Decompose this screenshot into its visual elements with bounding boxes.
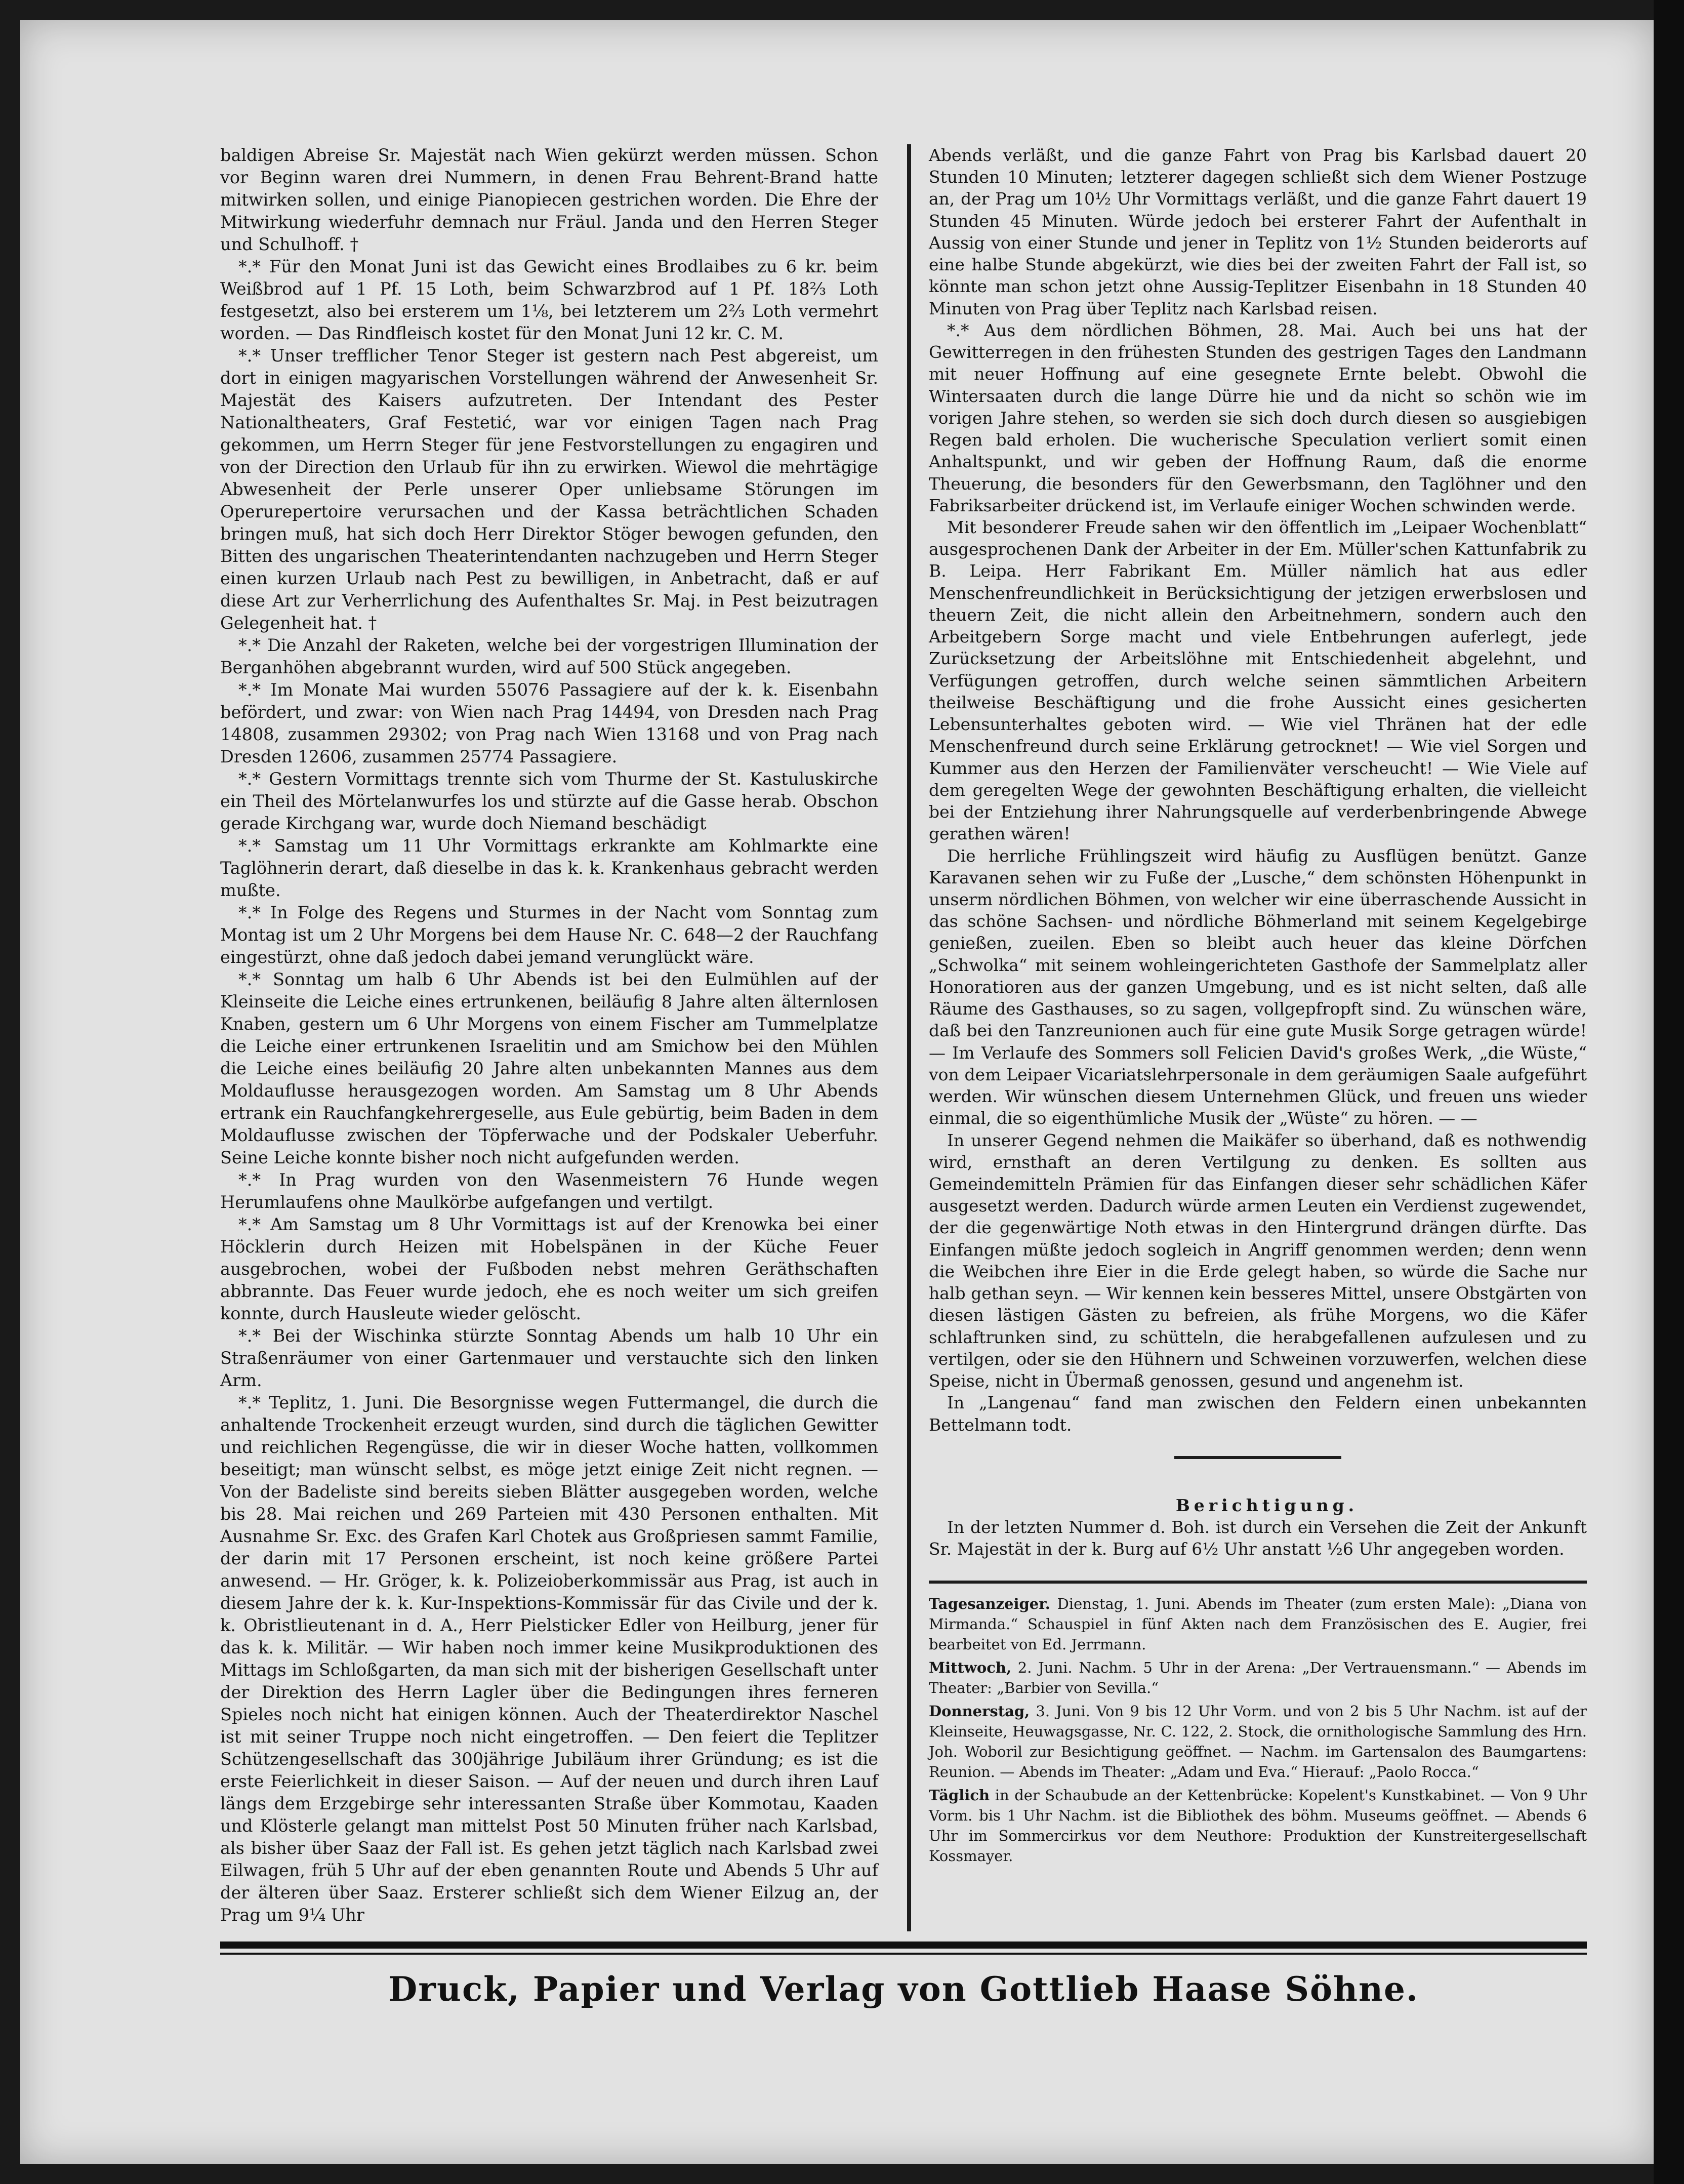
tagesanzeiger-text: 2. Juni. Nachm. 5 Uhr in der Arena: „Der Vertrauensmann.“ — Abends im Theater: „Barbier von Sevilla.“: [929, 1659, 1587, 1696]
tagesanzeiger-text: Dienstag, 1. Juni. Abends im Theater (zum ersten Male): „Diana von Mirmanda.“ Schauspiel in fünf Akten nach dem Französischen des E. Augier, frei bearbeitet von Ed. Jerrmann.: [929, 1595, 1587, 1653]
tagesanzeiger-label: Tagesanzeiger.: [929, 1595, 1050, 1612]
left-column: [220, 144, 878, 1926]
tagesanzeiger-entry: [929, 1657, 1587, 1698]
article-paragraph: *.* Teplitz, 1. Juni. Die Besorgnisse wegen Futtermangel, die durch die anhaltende Trockenheit erzeugt wurden, sind durch die täglichen Gewitter und reichlichen Regengüsse, die wir in dieser Woche hatten, vollkommen beseitigt; man wünscht selbst, es möge jetzt einige Zeit nicht regnen. — Von der Badeliste sind bereits sieben Blätter ausgegeben worden, welche bis 28. Mai reichen und 269 Parteien mit 430 Personen enthalten. Mit Ausnahme Sr. Exc. des Grafen Karl Chotek aus Großpriesen sammt Familie, der darin mit 17 Personen erscheint, ist noch keine größere Partei anwesend. — Hr. Gröger, k. k. Polizeioberkommissär aus Prag, ist auch in diesem Jahre der k. k. Kur-Inspektions-Kommissär für das Civile und der k. k. Obristlieutenant in d. A., Herr Pielsticker Edler von Heilburg, jener für das k. k. Militär. — Wir haben noch immer keine Musikproduktionen des Mittags im Schloßgarten, da man sich mit der bisherigen Gesellschaft unter der Direktion des Herrn Lagler über die Bedingungen ihres ferneren Spieles noch nicht hat einigen können. Auch der Theaterdirektor Naschel ist mit seiner Truppe noch nicht eingetroffen. — Den feiert die Teplitzer Schützengesellschaft das 300jährige Jubiläum ihrer Gründung; es ist die erste Feierlichkeit in dieser Saison. — Auf der neuen und durch ihren Lauf längs dem Erzgebirge sehr interessanten Straße über Kommotau, Kaaden und Klösterle gelangt man mittelst Post 50 Minuten früher nach Karlsbad, als bisher über Saaz der Fall ist. Es gehen jetzt täglich nach Karlsbad zwei Eilwagen, früh 5 Uhr auf der eben genannten Route und Abends 5 Uhr auf der älteren über Saaz. Ersterer schließt sich dem Wiener Eilzug an, der Prag um 9¼ Uhr: [220, 1393, 878, 1925]
article-paragraph: *.* In Prag wurden von den Wasenmeistern 76 Hunde wegen Herumlaufens ohne Maulkörbe aufgefangen und vertilgt.: [220, 1170, 878, 1212]
right-column: [929, 144, 1587, 1869]
tagesanzeiger-text: 3. Juni. Von 9 bis 12 Uhr Vorm. und von 2 bis 5 Uhr Nachm. ist auf der Kleinseite, Heuwagsgasse, Nr. C. 122, 2. Stock, die ornithologische Sammlung des Hrn. Joh. Woboril zur Besichtigung geöffnet. — Nachm. im Gartensalon des Baumgartens: Reunion. — Abends im Theater: „Adam und Eva.“ Hierauf: „Paolo Rocca.“: [929, 1702, 1587, 1781]
berichtigung-text: In der letzten Nummer d. Boh. ist durch ein Versehen die Zeit der Ankunft Sr. Majestät in der k. Burg auf 6½ Uhr anstatt ½6 Uhr angegeben worden.: [929, 1517, 1587, 1559]
article-paragraph: *.* Samstag um 11 Uhr Vormittags erkrankte am Kohlmarkte eine Taglöhnerin derart, daß dieselbe in das k. k. Krankenhaus gebracht werden mußte.: [220, 836, 878, 900]
article-paragraph: In „Langenau“ fand man zwischen den Feldern einen unbekannten Bettelmann todt.: [929, 1393, 1587, 1435]
footer-rule-thin: [220, 1953, 1587, 1955]
tagesanzeiger-entry: [929, 1594, 1587, 1654]
tagesanzeiger-text: in der Schaubude an der Kettenbrücke: Kopelent's Kunstkabinet. — Von 9 Uhr Vorm. bis 1 Uhr Nachm. ist die Bibliothek des böhm. Museums geöffnet. — Abends 6 Uhr im Sommercirkus vor dem Neuthore: Produktion der Kunstreitergesellschaft Kossmayer.: [929, 1786, 1587, 1865]
article-paragraph: *.* Gestern Vormittags trennte sich vom Thurme der St. Kastuluskirche ein Theil des Mörtelanwurfes los und stürzte auf die Gasse herab. Obschon gerade Kirchgang war, wurde doch Niemand beschädigt: [220, 769, 878, 833]
tagesanzeiger-box: [929, 1581, 1587, 1866]
article-paragraph: *.* Im Monate Mai wurden 55076 Passagiere auf der k. k. Eisenbahn befördert, und zwar: von Wien nach Prag 14494, von Dresden nach Prag 14808, zusammen 29302; von Prag nach Wien 13168 und von Prag nach Dresden 12606, zusammen 25774 Passagiere.: [220, 680, 878, 766]
tagesanzeiger-entry: [929, 1701, 1587, 1782]
article-paragraph: *.* In Folge des Regens und Sturmes in der Nacht vom Sonntag zum Montag ist um 2 Uhr Morgens bei dem Hause Nr. C. 648—2 der Rauchfang eingestürzt, ohne daß jedoch dabei jemand verunglückt wäre.: [220, 903, 878, 967]
column-divider: [907, 144, 911, 1931]
article-paragraph: *.* Aus dem nördlichen Böhmen, 28. Mai. Auch bei uns hat der Gewitterregen in den frühesten Stunden des gestrigen Tages den Landmann mit neuer Hoffnung auf eine gesegnete Ernte belebt. Obwohl die Wintersaaten durch die lange Dürre hie und da nicht so schön wie im vorigen Jahre stehen, so werden sie sich doch durch diesen so ausgiebigen Regen bald erholen. Die wucherische Speculation verliert somit einen Anhaltspunkt, und wir geben der Hoffnung Raum, daß die enorme Theuerung, die besonders für den Gewerbsmann, den Taglöhner und den Fabriksarbeiter drückend ist, im Verlaufe einiger Wochen schwinden werde.: [929, 320, 1587, 515]
binding-edge: [1654, 0, 1684, 2184]
article-paragraph: Mit besonderer Freude sahen wir den öffentlich im „Leipaer Wochenblatt“ ausgesprochenen Dank der Arbeiter in der Em. Müller'schen Kattunfabrik zu B. Leipa. Herr Fabrikant Em. Müller nämlich hat aus edler Menschenfreundlichkeit in Berücksichtigung der jetzigen erwerbslosen und theuern Zeit, die nicht allein den Arbeitnehmern, sondern auch den Arbeitgebern Sorge macht und viele Entbehrungen auferlegt, jede Zurücksetzung der Arbeitslöhne mit Entschiedenheit abgelehnt, und Verfügungen getroffen, durch welche seinen sämmtlichen Arbeitern theilweise Beschäftigung und die frohe Aussicht eines gesicherten Lebensunterhaltes geboten wird. — Wie viel Thränen hat der edle Menschenfreund durch seine Erklärung getrocknet! — Wie viel Sorgen und Kummer aus den Herzen der Familienväter verscheucht! — Wie Viele auf dem geregelten Wege der gewohnten Beschäftigung erhalten, die vielleicht bei der Entziehung ihrer Nahrungsquelle auf verderbenbringende Abwege gerathen wären!: [929, 517, 1587, 844]
tagesanzeiger-label: Mittwoch,: [929, 1659, 1012, 1676]
berichtigung-heading: Berichtigung.: [1175, 1495, 1359, 1515]
article-paragraph: baldigen Abreise Sr. Majestät nach Wien gekürzt werden müssen. Schon vor Beginn waren drei Nummern, in denen Frau Behrent-Brand hatte mitwirken sollen, und einige Pianopiecen gestrichen worden. Die Ehre der Mitwirkung wiederfuhr demnach nur Fräul. Janda und den Herren Steger und Schulhoff. †: [220, 145, 878, 254]
tagesanzeiger-entry: [929, 1785, 1587, 1866]
article-paragraph: *.* Für den Monat Juni ist das Gewicht eines Brodlaibes zu 6 kr. beim Weißbrod auf 1 Pf. 15 Loth, beim Schwarzbrod auf 1 Pf. 18⅔ Loth festgesetzt, also bei ersterem um 1⅛, bei letzterem um 2⅔ Loth vermehrt worden. — Das Rindfleisch kostet für den Monat Juni 12 kr. C. M.: [220, 257, 878, 343]
article-paragraph: In unserer Gegend nehmen die Maikäfer so überhand, daß es nothwendig wird, ernsthaft an deren Vertilgung zu denken. Es sollten aus Gemeindemitteln Prämien für das Einfangen dieser sehr schädlichen Käfer ausgesetzt werden. Dadurch würde armen Leuten ein Verdienst zugewendet, der die gegenwärtige Noth etwas in den Hintergrund drängen dürfte. Das Einfangen müßte jedoch sogleich in Angriff genommen werden; denn wenn die Weibchen ihre Eier in die Erde gelegt haben, so würde die Sache nur halb gethan seyn. — Wir kennen kein besseres Mittel, unsere Obstgärten von diesen lästigen Gästen zu befreien, als frühe Morgens, wo die Käfer schlaftrunken sind, zu schütteln, die herabgefallenen aufzulesen und zu vertilgen, oder sie den Hühnern und Schweinen vorzuwerfen, welchen diese Speise, nicht in Übermaß genossen, gesund und angenehm ist.: [929, 1130, 1587, 1391]
newspaper-page: [20, 20, 1655, 2164]
footer-rule: [220, 1942, 1587, 1949]
article-paragraph: *.* Die Anzahl der Raketen, welche bei der vorgestrigen Illumination der Berganhöhen abgebrannt wurden, wird auf 500 Stück angegeben.: [220, 635, 878, 677]
article-paragraph: *.* Sonntag um halb 6 Uhr Abends ist bei den Eulmühlen auf der Kleinseite die Leiche eines ertrunkenen, beiläufig 8 Jahre alten älternlosen Knaben, gestern um 6 Uhr Morgens von einem Fischer am Tummelplatze die Leiche einer ertrunkenen Israelitin und am Smichow bei den Mühlen die Leiche eines beiläufig 20 Jahre alten unbekannten Mannes aus dem Moldauflusse herausgezogen worden. Am Samstag um 8 Uhr Abends ertrank ein Rauchfangkehrergeselle, aus Eule gebürtig, beim Baden in dem Moldauflusse zwischen der Töpferwache und der Podskaler Ueberfuhr. Seine Leiche konnte bisher noch nicht aufgefunden werden.: [220, 969, 878, 1167]
article-paragraph: Die herrliche Frühlingszeit wird häufig zu Ausflügen benützt. Ganze Karavanen sehen wir zu Fuße der „Lusche,“ dem schönsten Höhenpunkt in unserm nördlichen Böhmen, von welcher wir eine überraschende Aussicht in das schöne Sachsen- und nördliche Böhmerland mit seinem Kegelgebirge genießen, zueilen. Eben so bleibt auch heuer das kleine Dörfchen „Schwolka“ mit seinem wohleingerichteten Gasthofe der Sammelplatz aller Honoratioren aus der ganzen Umgebung, und es ist nicht selten, daß alle Räume des Gasthauses, so zu sagen, vollgepfropft sind. Zu wünschen wäre, daß bei den Tanzreunionen auch für eine gute Musik Sorge getragen würde! — Im Verlaufe des Sommers soll Felicien David's großes Werk, „die Wüste,“ von dem Leipaer Vicariatslehrpersonale in dem geräumigen Saale aufgeführt werden. Wir wünschen diesem Unternehmen Glück, und freuen uns wieder einmal, die so eigenthümliche Musik der „Wüste“ zu hören. — —: [929, 845, 1587, 1128]
article-paragraph: Abends verläßt, und die ganze Fahrt von Prag bis Karlsbad dauert 20 Stunden 10 Minuten; letzterer dagegen schließt sich dem Wiener Postzuge an, der Prag um 10½ Uhr Vormittags verläßt, und die ganze Fahrt dauert 19 Stunden 45 Minuten. Würde jedoch bei ersterer Fahrt der Aufenthalt in Aussig von einer Stunde und jener in Teplitz von 1½ Stunden beiderorts auf eine halbe Stunde abgekürzt, wie dies bei der zweiten Fahrt der Fall ist, so könnte man schon jetzt ohne Aussig-Teplitzer Eisenbahn in 18 Stunden 40 Minuten von Prag über Teplitz nach Karlsbad reisen.: [929, 145, 1587, 318]
section-rule: [1174, 1456, 1341, 1459]
imprint: Druck, Papier und Verlag von Gottlieb Haase Söhne.: [388, 1969, 1419, 2009]
article-paragraph: *.* Unser trefflicher Tenor Steger ist gestern nach Pest abgereist, um dort in einigen magyarischen Vorstellungen während der Anwesenheit Sr. Majestät des Kaisers aufzutreten. Der Intendant des Pester Nationaltheaters, Graf Festetić, war vor einigen Tagen nach Prag gekommen, um Herrn Steger für jene Festvorstellungen zu engagiren und von der Direction den Urlaub für ihn zu erwirken. Wiewol die mehrtägige Abwesenheit der Perle unserer Oper unliebsame Störungen im Operurepertoire verursachen und der Kassa beträchtlichen Schaden bringen muß, hat sich doch Herr Direktor Stöger bewogen gefunden, den Bitten des ungarischen Theaterintendanten nachzugeben und Herrn Steger einen kurzen Urlaub nach Pest zu bewilligen, in Anbetracht, daß er auf diese Art zur Verherrlichung des Aufenthaltes Sr. Maj. in Pest beizutragen Gelegenheit hat. †: [220, 346, 878, 633]
article-paragraph: *.* Am Samstag um 8 Uhr Vormittags ist auf der Krenowka bei einer Höcklerin durch Heizen mit Hobelspänen in der Küche Feuer ausgebrochen, wobei der Fußboden nebst mehren Geräthschaften abbrannte. Das Feuer wurde jedoch, ehe es noch weiter um sich greifen konnte, durch Hausleute wieder gelöscht.: [220, 1215, 878, 1323]
tagesanzeiger-label: Donnerstag,: [929, 1702, 1030, 1720]
article-paragraph: *.* Bei der Wischinka stürzte Sonntag Abends um halb 10 Uhr ein Straßenräumer von einer Gartenmauer und verstauchte sich den linken Arm.: [220, 1326, 878, 1390]
tagesanzeiger-label: Täglich: [929, 1786, 990, 1804]
